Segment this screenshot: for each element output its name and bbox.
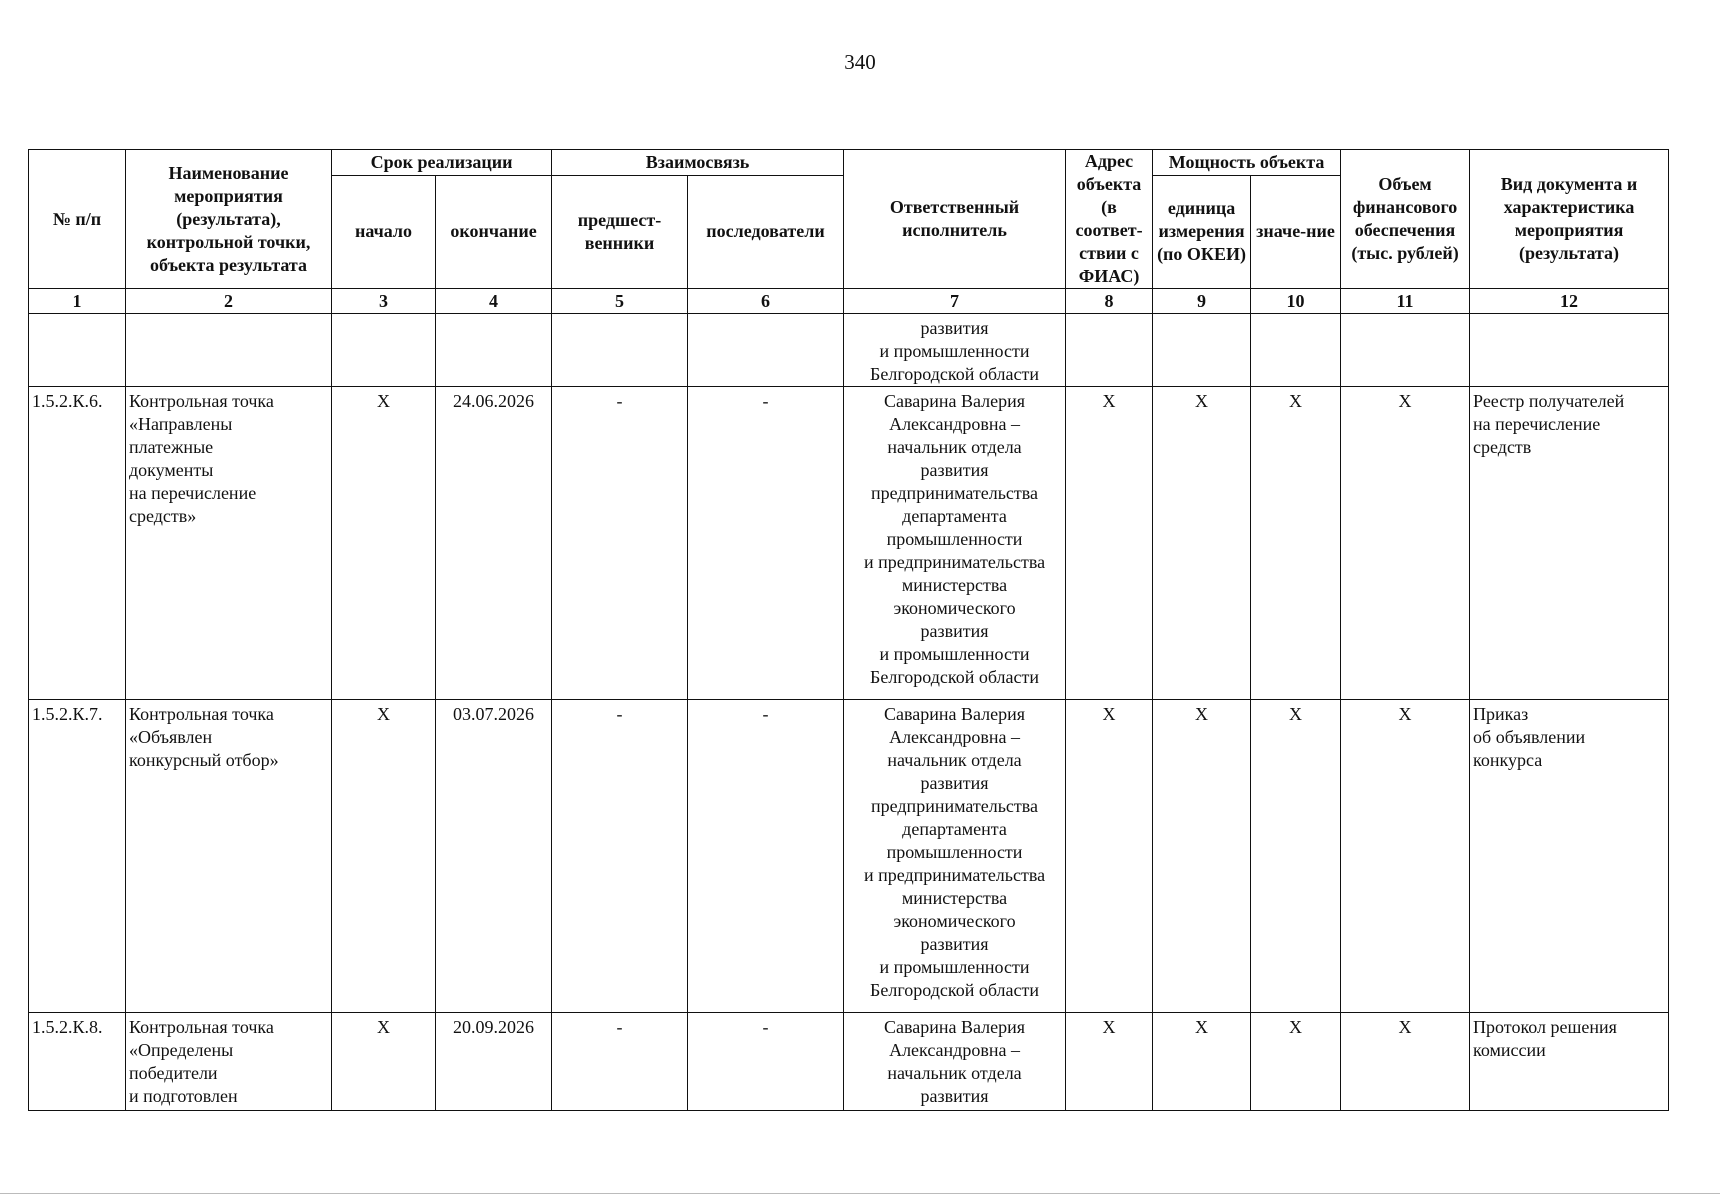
cell-doc: Протокол решения комиссии [1470,1013,1669,1111]
cell-unit: X [1153,387,1251,700]
plan-table [28,149,1669,1111]
empty-cell [29,314,126,387]
cell-executor: Саварина Валерия Александровна – начальник отдела развития предпринимательства департамента промышленности и предпринимательства министерства экономического развития и промышленности Белгородской области [844,700,1066,1013]
cell-end: 03.07.2026 [436,700,552,1013]
cell-address: X [1066,387,1153,700]
header-link-prev: предшест-венники [552,175,688,288]
empty-cell [688,314,844,387]
column-number: 4 [436,289,552,314]
cell-executor: Саварина Валерия Александровна – начальник отдела развития [844,1013,1066,1111]
cell-next: - [688,700,844,1013]
header-link-next: последователи [688,175,844,288]
empty-cell [1153,314,1251,387]
cell-name: Контрольная точка «Направлены платежные документы на перечисление средств» [126,387,332,700]
column-number: 5 [552,289,688,314]
column-number: 2 [126,289,332,314]
header-doc: Вид документа и характеристика мероприятия (результата) [1470,150,1669,289]
column-number: 12 [1470,289,1669,314]
cell-value: X [1251,700,1341,1013]
header-address: Адрес объекта (в соответ-ствии с ФИАС) [1066,150,1153,289]
cell-executor: Саварина Валерия Александровна – начальник отдела развития предпринимательства департамента промышленности и предпринимательства министерства экономического развития и промышленности Белгородской области [844,387,1066,700]
cell-finance: X [1341,1013,1470,1111]
cell-address: X [1066,1013,1153,1111]
column-number: 10 [1251,289,1341,314]
header-finance: Объем финансового обеспечения (тыс. рублей) [1341,150,1470,289]
header-num: № п/п [29,150,126,289]
column-number: 8 [1066,289,1153,314]
cell-prev: - [552,387,688,700]
cell-finance: X [1341,700,1470,1013]
cell-value: X [1251,1013,1341,1111]
cell-num: 1.5.2.К.6. [29,387,126,700]
cell-prev: - [552,700,688,1013]
empty-cell [1251,314,1341,387]
cell-end: 24.06.2026 [436,387,552,700]
cell-num: 1.5.2.К.7. [29,700,126,1013]
empty-cell [1066,314,1153,387]
header-link-group: Взаимосвязь [552,150,844,176]
column-number: 9 [1153,289,1251,314]
column-number: 11 [1341,289,1470,314]
empty-cell [1341,314,1470,387]
header-term-end: окончание [436,175,552,288]
cell-num: 1.5.2.К.8. [29,1013,126,1111]
cell-unit: X [1153,1013,1251,1111]
cell-doc: Реестр получателей на перечисление средств [1470,387,1669,700]
cell-executor: развития и промышленности Белгородской области [844,314,1066,387]
table-row [29,700,1669,1013]
table-row [29,387,1669,700]
header-name: Наименование мероприятия (результата), контрольной точки, объекта результата [126,150,332,289]
cell-doc: Приказ об объявлении конкурса [1470,700,1669,1013]
cell-name: Контрольная точка «Определены победители и подготовлен [126,1013,332,1111]
cell-prev: - [552,1013,688,1111]
cell-finance: X [1341,387,1470,700]
cell-value: X [1251,387,1341,700]
header-executor: Ответственный исполнитель [844,150,1066,289]
empty-cell [436,314,552,387]
header-capacity-group: Мощность объекта [1153,150,1341,176]
empty-cell [126,314,332,387]
header-capacity-unit: единица измерения (по ОКЕИ) [1153,175,1251,288]
cell-end: 20.09.2026 [436,1013,552,1111]
cell-next: - [688,1013,844,1111]
empty-cell [332,314,436,387]
column-number: 7 [844,289,1066,314]
empty-cell [1470,314,1669,387]
page-number: 340 [844,50,876,74]
bottom-scan-line [0,1193,1720,1194]
cell-start: X [332,700,436,1013]
cell-start: X [332,1013,436,1111]
cell-next: - [688,387,844,700]
header-capacity-value: значе-ние [1251,175,1341,288]
header-term-group: Срок реализации [332,150,552,176]
table-header [29,150,1669,314]
column-number: 1 [29,289,126,314]
header-term-start: начало [332,175,436,288]
column-number: 6 [688,289,844,314]
cell-address: X [1066,700,1153,1013]
cell-unit: X [1153,700,1251,1013]
column-number: 3 [332,289,436,314]
empty-cell [552,314,688,387]
column-number-row [29,289,1669,314]
table-row [29,1013,1669,1111]
cell-name: Контрольная точка «Объявлен конкурсный отбор» [126,700,332,1013]
table-row-continuation [29,314,1669,387]
cell-start: X [332,387,436,700]
